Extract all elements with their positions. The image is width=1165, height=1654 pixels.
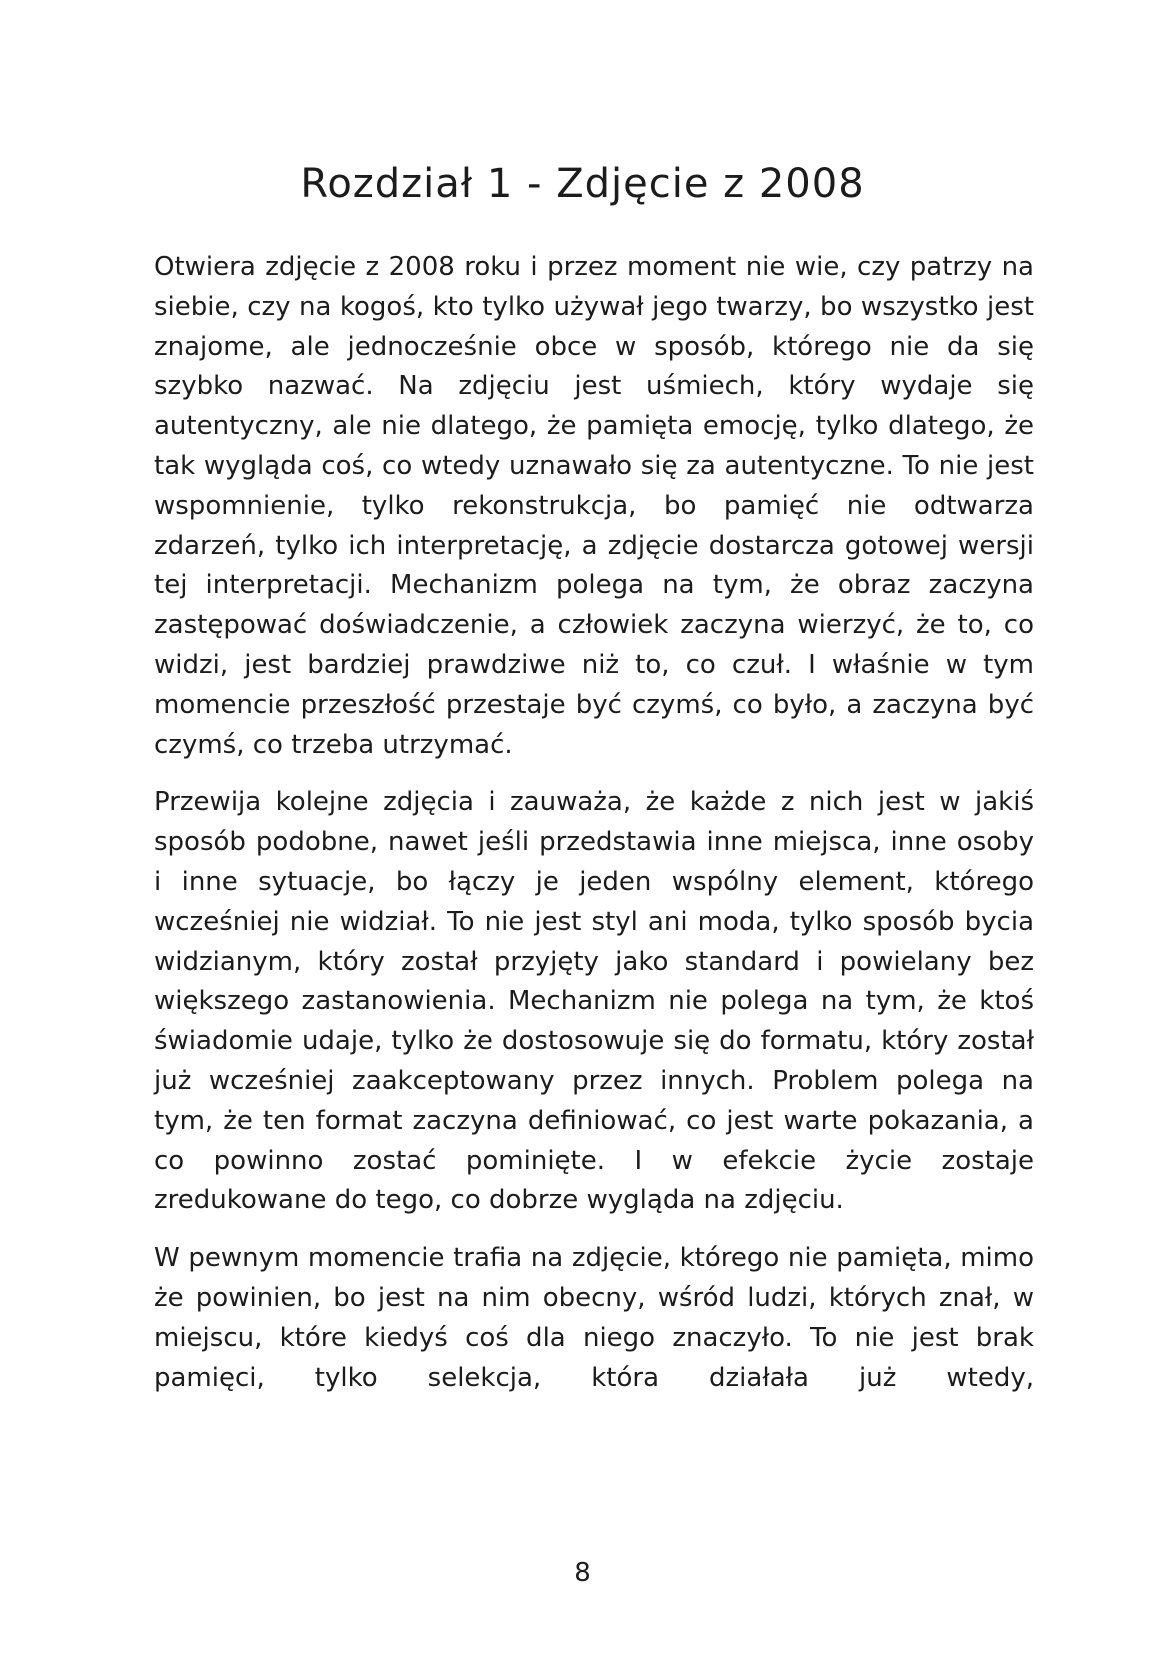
- chapter-title: Rozdział 1 - Zdjęcie z 2008: [300, 161, 865, 207]
- chapter-body: [154, 248, 1034, 1416]
- paragraph: W pewnym momencie trafia na zdjęcie, którego nie pamięta, mimo że powinien, bo jest na nim obecny, wśród ludzi, których znał, w miejscu, które kiedyś coś dla niego znaczyło. To nie jest brak pamięci, tylko selekcja, która działała już wtedy,: [154, 1243, 1034, 1393]
- paragraph: Przewija kolejne zdjęcia i zauważa, że każde z nich jest w jakiś sposób podobne, nawet jeśli przedstawia inne miejsca, inne osoby i inne sytuacje, bo łączy je jeden wspólny element, którego wcześniej nie widział. To nie jest styl ani moda, tylko sposób bycia widzianym, który został przyjęty jako standard i powielany bez większego zastanowienia. Mechanizm nie polega na tym, że ktoś świadomie udaje, tylko że dostosowuje się do formatu, który został już wcześniej zaakceptowany przez innych. Problem polega na tym, że ten format zaczyna definiować, co jest warte pokazania, a co powinno zostać pominięte. I w efekcie życie zostaje zredukowane do tego, co dobrze wygląda na zdjęciu.: [154, 787, 1034, 1216]
- paragraph: Otwiera zdjęcie z 2008 roku i przez moment nie wie, czy patrzy na siebie, czy na kogoś, kto tylko używał jego twarzy, bo wszystko jest znajome, ale jednocześnie obce w sposób, którego nie da się szybko nazwać. Na zdjęciu jest uśmiech, który wydaje się autentyczny, ale nie dlatego, że pamięta emocję, tylko dlatego, że tak wygląda coś, co wtedy uznawało się za autentyczne. To nie jest wspomnienie, tylko rekonstrukcja, bo pamięć nie odtwarza zdarzeń, tylko ich interpretację, a zdjęcie dostarcza gotowej wersji tej interpretacji. Mechanizm polega na tym, że obraz zaczyna zastępować doświadczenie, a człowiek zaczyna wierzyć, że to, co widzi, jest bardziej prawdziwe niż to, co czuł. I właśnie w tym momencie przeszłość przestaje być czymś, co było, a zaczyna być czymś, co trzeba utrzymać.: [154, 252, 1034, 760]
- page-number: 8: [574, 1558, 591, 1588]
